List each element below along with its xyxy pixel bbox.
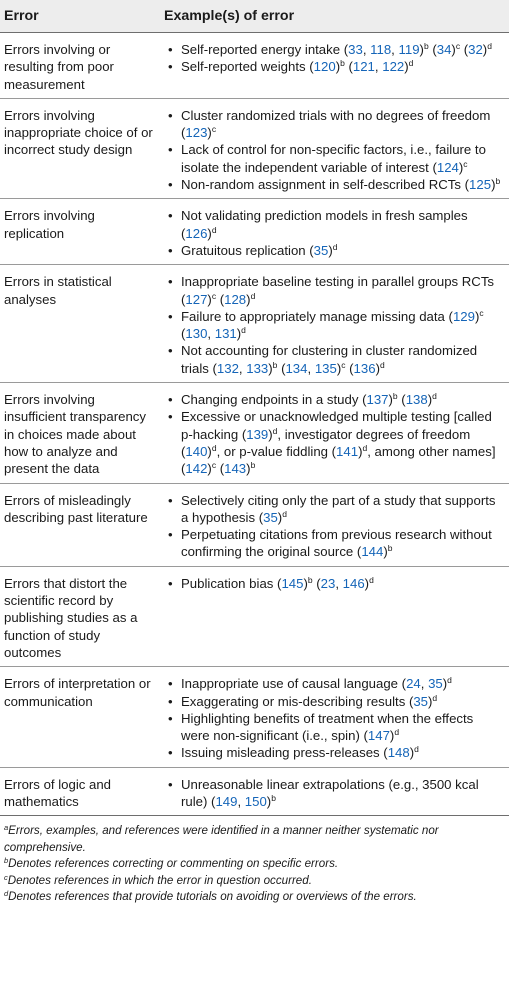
example-text: (: [428, 42, 437, 57]
reference-link[interactable]: 120: [313, 59, 336, 75]
footnote-marker: b: [271, 792, 276, 803]
example-text: ): [246, 291, 251, 307]
error-category: Errors of logic and mathematics: [0, 767, 160, 816]
example-text: Perpetuating citations from previous research without confirming the original source (: [181, 527, 492, 560]
error-examples: [160, 265, 509, 383]
example-text: ): [427, 392, 433, 408]
footnote-mark: c: [4, 872, 8, 882]
list-item: [164, 526, 505, 561]
footnote-marker: c: [211, 124, 217, 135]
footnote-marker: b: [272, 359, 278, 370]
error-examples: [160, 566, 509, 666]
example-text: (: [312, 575, 321, 591]
footnote-marker: c: [463, 158, 468, 169]
header-error: Error: [0, 0, 160, 33]
footnote-marker: d: [332, 241, 338, 252]
reference-link[interactable]: 35: [428, 676, 443, 692]
example-text: ): [358, 443, 363, 459]
example-text: Lack of control for non-specific factors, i.e., failure to isolate the independent variable of interest (: [181, 142, 486, 175]
footnote-text: Errors, examples, and references were identified in a manner neither systematic nor comprehensive.: [4, 824, 439, 854]
footnote-mark: a: [4, 823, 9, 833]
reference-link[interactable]: 121: [352, 59, 375, 75]
table-row: [0, 199, 509, 265]
footnote-marker: d: [379, 359, 385, 370]
footnote-marker: d: [250, 290, 256, 301]
error-examples: [160, 667, 509, 767]
list-item: [164, 58, 505, 75]
reference-link[interactable]: 133: [246, 360, 269, 376]
example-text: ): [491, 177, 496, 193]
reference-link[interactable]: 23: [320, 575, 336, 591]
example-text: ): [482, 42, 488, 57]
list-item: [164, 492, 505, 527]
reference-link[interactable]: 137: [366, 392, 389, 408]
error-category: Errors involving insufficient transparency in choices made about how to analyze and present the data: [0, 383, 160, 483]
reference-link[interactable]: 135: [314, 360, 337, 376]
example-text: Unreasonable linear extrapolations (e.g., 3500 kcal rule) (: [181, 776, 479, 809]
reference-link[interactable]: 131: [214, 326, 237, 342]
list-item: [164, 176, 505, 193]
reference-link[interactable]: 129: [452, 308, 475, 324]
error-category: Errors involving replication: [0, 199, 160, 265]
error-examples: [160, 483, 509, 566]
footnote: [4, 856, 505, 873]
footnote-mark: d: [4, 889, 9, 899]
reference-link[interactable]: 132: [216, 360, 239, 376]
reference-link[interactable]: 141: [336, 443, 359, 459]
example-text: ): [207, 443, 212, 459]
reference-link[interactable]: 33: [348, 42, 363, 57]
example-text: (: [460, 42, 469, 57]
example-text: ,: [237, 793, 245, 809]
example-text: (: [344, 59, 353, 75]
reference-link[interactable]: 118: [370, 42, 392, 57]
footnote-marker: d: [487, 41, 492, 51]
reference-link[interactable]: 148: [387, 745, 410, 761]
example-text: ): [388, 392, 393, 408]
example-text: ): [335, 59, 341, 75]
error-category: Errors of interpretation or communication: [0, 667, 160, 767]
footnote-marker: b: [392, 391, 398, 402]
footnote-marker: d: [408, 58, 414, 69]
example-text: Not accounting for clustering in cluster randomized trials (: [181, 343, 478, 376]
footnote-marker: d: [432, 391, 437, 402]
reference-link[interactable]: 149: [215, 793, 238, 809]
example-text: Inappropriate baseline testing in parallel groups RCTs (: [181, 274, 495, 307]
example-text: Gratuitous replication (: [181, 242, 314, 258]
error-category: Errors that distort the scientific record by publishing studies as a function of study outcomes: [0, 566, 160, 666]
list-item: [164, 744, 505, 761]
list-item: [164, 391, 505, 408]
table-header-row: [0, 0, 509, 33]
example-text: ): [207, 461, 212, 477]
example-text: ): [451, 42, 456, 57]
example-text: (: [216, 461, 225, 477]
example-text: ,: [238, 360, 247, 376]
example-text: Selectively citing only the part of a study that supports a hypothesis (: [181, 492, 496, 525]
reference-link[interactable]: 147: [367, 728, 390, 744]
reference-link[interactable]: 125: [469, 177, 492, 193]
footnote-marker: d: [394, 727, 400, 738]
example-text: ): [383, 544, 388, 560]
footnote-marker: b: [387, 543, 393, 554]
table-row: [0, 667, 509, 767]
example-text: ): [303, 575, 308, 591]
reference-link[interactable]: 138: [405, 392, 428, 408]
reference-link[interactable]: 130: [185, 326, 208, 342]
example-text: ): [458, 159, 464, 175]
example-text: ): [428, 693, 433, 709]
reference-link[interactable]: 127: [185, 291, 208, 307]
error-category: Errors involving inappropriate choice of or incorrect study design: [0, 98, 160, 198]
list-item: [164, 693, 505, 710]
header-examples: Example(s) of error: [160, 0, 509, 33]
reference-link[interactable]: 145: [281, 575, 304, 591]
list-item: [164, 273, 505, 308]
footnote-marker: d: [272, 425, 278, 436]
example-text: , among other names] (: [181, 443, 496, 477]
example-text: ): [246, 461, 251, 477]
examples-list: [164, 391, 505, 477]
footnote-text: Denotes references correcting or commenting on specific errors.: [8, 857, 339, 871]
reference-link[interactable]: 35: [413, 693, 429, 709]
footnote: [4, 889, 505, 906]
footnote-marker: c: [211, 460, 217, 471]
reference-link[interactable]: 122: [382, 59, 405, 75]
error-examples: [160, 33, 509, 99]
example-text: Inappropriate use of causal language (: [181, 676, 407, 692]
footnote-marker: c: [211, 290, 217, 301]
example-text: ): [207, 225, 212, 241]
reference-link[interactable]: 140: [185, 443, 208, 459]
example-text: (: [345, 360, 354, 376]
table-footnotes: [0, 816, 509, 906]
example-text: (: [397, 392, 406, 408]
footnote-marker: b: [495, 176, 501, 187]
footnote-marker: d: [282, 508, 287, 519]
reference-link[interactable]: 139: [246, 426, 269, 442]
footnote-text: Denotes references in which the error in question occurred.: [7, 873, 312, 887]
footnote-marker: d: [369, 574, 374, 585]
reference-link[interactable]: 150: [244, 793, 267, 809]
error-examples: [160, 383, 509, 483]
example-text: ,: [335, 575, 343, 591]
example-text: ): [236, 326, 242, 342]
example-text: Excessive or unacknowledged multiple testing [called p-hacking (: [181, 409, 492, 442]
footnote-marker: d: [414, 744, 419, 755]
example-text: ): [409, 745, 415, 761]
footnote-marker: d: [211, 442, 217, 453]
list-item: [164, 308, 505, 343]
example-text: ,: [362, 42, 371, 57]
error-examples: [160, 767, 509, 816]
footnote-marker: b: [340, 58, 345, 69]
example-text: ): [336, 360, 342, 376]
reference-link[interactable]: 143: [224, 461, 247, 477]
examples-list: [164, 575, 505, 592]
example-text: ): [277, 509, 283, 525]
example-text: ): [207, 291, 212, 307]
example-text: (: [216, 291, 225, 307]
example-text: ): [404, 59, 409, 75]
reference-link[interactable]: 134: [285, 360, 308, 376]
example-text: Self-reported energy intake (: [181, 42, 349, 57]
example-text: ,: [391, 42, 399, 57]
error-category: Errors involving or resulting from poor measurement: [0, 33, 160, 99]
example-text: Highlighting benefits of treatment when the effects were non-significant (i.e., spin) (: [181, 710, 474, 744]
example-text: Publication bias (: [181, 575, 282, 591]
example-text: ): [364, 575, 370, 591]
table-row: [0, 33, 509, 99]
example-text: ): [268, 360, 273, 376]
example-text: , investigator degrees of freedom (: [181, 426, 471, 459]
example-text: Changing endpoints in a study (: [181, 392, 367, 408]
examples-list: [164, 107, 505, 193]
table-row: [0, 767, 509, 816]
examples-list: [164, 207, 505, 259]
footnote: [4, 873, 505, 890]
example-text: ,: [420, 676, 429, 692]
table-body: [0, 33, 509, 816]
example-text: ): [328, 242, 333, 258]
reference-link[interactable]: 35: [313, 242, 329, 258]
example-text: Cluster randomized trials with no degrees of freedom (: [181, 107, 491, 141]
examples-list: [164, 41, 505, 76]
reference-link[interactable]: 136: [353, 360, 376, 376]
footnote-marker: b: [423, 41, 429, 51]
list-item: [164, 575, 505, 592]
error-examples: [160, 199, 509, 265]
example-text: ,: [207, 326, 215, 342]
example-text: ,: [374, 59, 383, 75]
footnote-marker: b: [250, 460, 256, 471]
example-text: Issuing misleading press-releases (: [181, 745, 388, 761]
list-item: [164, 242, 505, 259]
footnote: [4, 823, 505, 856]
list-item: [164, 776, 505, 811]
footnote-marker: d: [211, 224, 217, 235]
error-category: Errors of misleadingly describing past literature: [0, 483, 160, 566]
example-text: Failure to appropriately manage missing data (: [181, 308, 453, 324]
reference-link[interactable]: 24: [406, 676, 421, 692]
footnote-marker: b: [307, 574, 313, 585]
footnote-marker: c: [479, 307, 484, 318]
footnote-marker: d: [241, 325, 246, 336]
reference-link[interactable]: 123: [185, 125, 208, 141]
reference-link[interactable]: 35: [263, 509, 278, 525]
list-item: [164, 408, 505, 477]
example-text: ): [474, 308, 480, 324]
table-row: [0, 383, 509, 483]
list-item: [164, 342, 505, 377]
footnote-marker: d: [447, 675, 452, 686]
example-text: Exaggerating or mis-describing results (: [181, 693, 414, 709]
reference-link[interactable]: 128: [224, 291, 247, 307]
reference-link[interactable]: 126: [185, 225, 208, 241]
footnote-marker: d: [432, 692, 438, 703]
example-text: ): [268, 426, 273, 442]
example-text: Non-random assignment in self-described RCTs (: [181, 177, 470, 193]
example-text: Not validating prediction models in fresh samples (: [181, 208, 468, 241]
example-text: ): [419, 42, 424, 57]
examples-list: [164, 776, 505, 811]
example-text: , or p-value fiddling (: [216, 443, 337, 459]
reference-link[interactable]: 32: [468, 42, 483, 57]
list-item: [164, 107, 505, 142]
examples-list: [164, 675, 505, 761]
reference-link[interactable]: 34: [436, 42, 452, 57]
example-text: ): [207, 125, 212, 141]
list-item: [164, 41, 505, 58]
example-text: ): [442, 676, 448, 692]
example-text: ): [375, 360, 380, 376]
table-row: [0, 98, 509, 198]
example-text: ): [266, 793, 272, 809]
example-text: (: [181, 326, 186, 342]
list-item: [164, 710, 505, 745]
error-category: Errors in statistical analyses: [0, 265, 160, 383]
example-text: ): [389, 728, 395, 744]
example-text: (: [277, 360, 286, 376]
reference-link[interactable]: 146: [342, 575, 365, 591]
reference-link[interactable]: 144: [361, 544, 384, 560]
footnote-marker: c: [455, 41, 461, 51]
list-item: [164, 207, 505, 242]
table-row: [0, 265, 509, 383]
footnote-text: Denotes references that provide tutorials on avoiding or overviews of the errors.: [8, 890, 417, 904]
examples-list: [164, 492, 505, 561]
reference-link[interactable]: 142: [185, 461, 208, 477]
table-row: [0, 483, 509, 566]
footnote-marker: d: [362, 442, 368, 453]
list-item: [164, 141, 505, 176]
table-row: [0, 566, 509, 666]
footnote-mark: b: [4, 856, 9, 866]
error-examples: [160, 98, 509, 198]
reference-link[interactable]: 124: [436, 159, 459, 175]
example-text: ,: [307, 360, 315, 376]
example-text: Self-reported weights (: [181, 59, 314, 75]
reference-link[interactable]: 119: [398, 42, 420, 57]
examples-list: [164, 273, 505, 377]
footnote-marker: c: [341, 359, 346, 370]
list-item: [164, 675, 505, 692]
